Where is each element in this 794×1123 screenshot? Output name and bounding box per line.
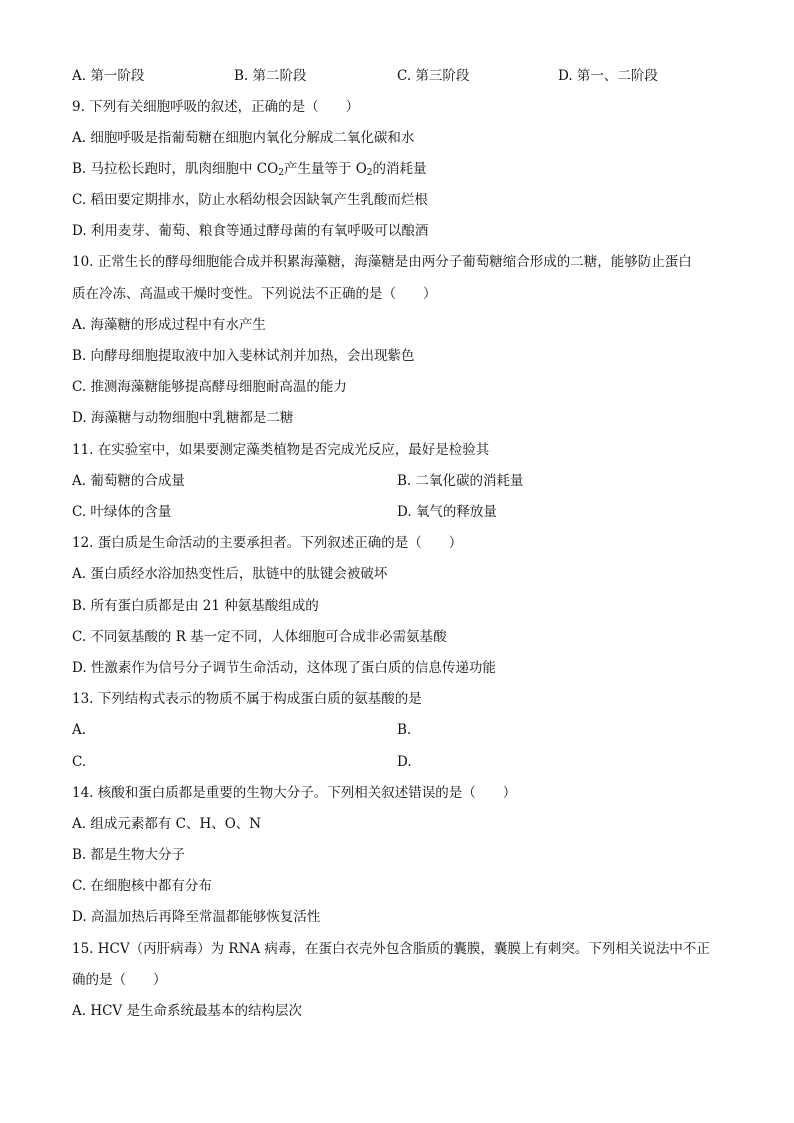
q13-option-b: B. (397, 722, 412, 738)
q11-stem: 11. 在实验室中，如果要测定藻类植物是否完成光反应，最好是检验其 (72, 442, 490, 458)
q9-stem: 9. 下列有关细胞呼吸的叙述，正确的是（ ） (72, 99, 360, 115)
q10-stem-line1: 10. 正常生长的酵母细胞能合成并积累海藻糖，海藻糖是由两分子葡萄糖缩合形成的二糖，能够防止蛋白 (72, 254, 692, 270)
q9-option-c: C. 稻田要定期排水，防止水稻幼根会因缺氧产生乳酸而烂根 (72, 192, 428, 208)
q11-options-row2 (72, 503, 722, 521)
q13-option-d: D. (397, 754, 412, 770)
q13-stem: 13. 下列结构式表示的物质不属于构成蛋白质的氨基酸的是 (72, 691, 422, 707)
q10-option-c: C. 推测海藻糖能够提高酵母细胞耐高温的能力 (72, 379, 347, 395)
q15-option-a: A. HCV 是生命系统最基本的结构层次 (72, 1003, 302, 1019)
q8-options (72, 67, 722, 85)
q9-option-b-part1: B. 马拉松长跑时，肌肉细胞中 CO (72, 161, 279, 177)
q14-option-b: B. 都是生物大分子 (72, 847, 186, 863)
q12-option-c: C. 不同氨基酸的 R 基一定不同，人体细胞可合成非必需氨基酸 (72, 629, 447, 645)
q10-option-a: A. 海藻糖的形成过程中有水产生 (72, 317, 266, 333)
q8-option-a: A. 第一阶段 (72, 68, 145, 84)
q9-option-b-part3: 的消耗量 (372, 161, 427, 177)
q12-option-d: D. 性激素作为信号分子调节生命活动，这体现了蛋白质的信息传递功能 (72, 660, 496, 676)
q15-stem-line1: 15. HCV（丙肝病毒）为 RNA 病毒，在蛋白衣壳外包含脂质的囊膜，囊膜上有刺突。下列相关说法中不正 (72, 941, 710, 957)
q11-option-c: C. 叶绿体的含量 (72, 504, 172, 520)
q9-option-a: A. 细胞呼吸是指葡萄糖在细胞内氧化分解成二氧化碳和水 (72, 130, 415, 146)
q11-options-row1 (72, 472, 722, 490)
q12-stem: 12. 蛋白质是生命活动的主要承担者。下列叙述正确的是（ ） (72, 535, 463, 551)
q9-option-b-part2: 产生量等于 O (283, 161, 367, 177)
q12-option-a: A. 蛋白质经水浴加热变性后，肽链中的肽键会被破坏 (72, 566, 388, 582)
q13-options-row1 (72, 721, 722, 739)
q8-option-b: B. 第二阶段 (234, 68, 307, 84)
q12-option-b: B. 所有蛋白质都是由 21 种氨基酸组成的 (72, 598, 319, 614)
q9-option-b-sub2: 2 (366, 168, 373, 178)
q14-option-d: D. 高温加热后再降至常温都能够恢复活性 (72, 909, 321, 925)
q11-option-d: D. 氧气的释放量 (397, 504, 497, 520)
q9-option-d: D. 利用麦芽、葡萄、粮食等通过酵母菌的有氧呼吸可以酿酒 (72, 223, 429, 239)
q14-option-a: A. 组成元素都有 C、H、O、N (72, 816, 262, 832)
q8-option-c: C. 第三阶段 (397, 68, 470, 84)
q8-option-d: D. 第一、二阶段 (558, 68, 658, 84)
q15-stem-line2: 确的是（ ） (72, 972, 167, 988)
q14-stem: 14. 核酸和蛋白质都是重要的生物大分子。下列相关叙述错误的是（ ） (72, 785, 517, 801)
q9-option-b (72, 160, 427, 178)
q10-stem-line2: 质在冷冻、高温或干燥时变性。下列说法不正确的是（ ） (72, 286, 437, 302)
q11-option-a: A. 葡萄糖的合成量 (72, 473, 185, 489)
q9-option-b-sub1: 2 (278, 168, 284, 178)
q14-option-c: C. 在细胞核中都有分布 (72, 878, 212, 894)
q13-option-c: C. (72, 754, 87, 770)
q13-options-row2 (72, 753, 722, 771)
q10-option-d: D. 海藻糖与动物细胞中乳糖都是二糖 (72, 410, 294, 426)
q13-option-a: A. (72, 722, 87, 738)
q11-option-b: B. 二氧化碳的消耗量 (397, 473, 524, 489)
q10-option-b: B. 向酵母细胞提取液中加入斐林试剂并加热，会出现紫色 (72, 348, 415, 364)
